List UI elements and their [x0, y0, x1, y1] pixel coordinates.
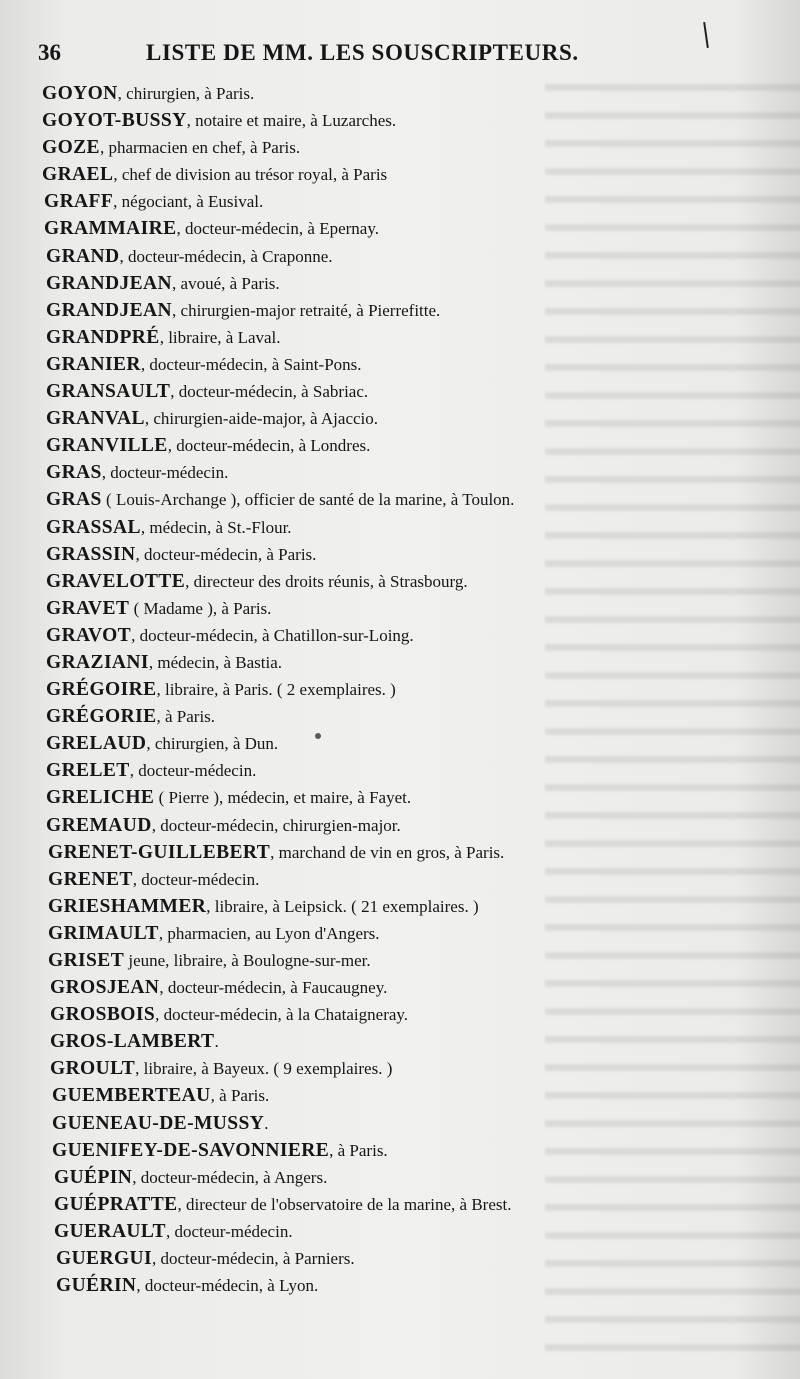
subscriber-name: GRANDJEAN	[46, 272, 173, 294]
subscriber-entry	[42, 107, 782, 134]
subscriber-detail: , docteur-médecin.	[165, 1221, 293, 1241]
subscriber-entry	[42, 1082, 782, 1109]
subscriber-entry	[42, 893, 782, 920]
subscriber-name: GRELAUD	[46, 733, 147, 755]
subscriber-detail: , marchand de vin en gros, à Paris.	[270, 842, 505, 862]
subscriber-detail: , négociant, à Eusival.	[113, 192, 264, 212]
subscriber-entry	[42, 297, 782, 324]
subscriber-name: GRAEL	[42, 164, 114, 186]
subscriber-detail: , médecin, à St.-Flour.	[140, 517, 292, 537]
subscriber-entry	[42, 649, 782, 676]
subscriber-entry	[42, 1055, 782, 1082]
running-head: LISTE DE MM. LES SOUSCRIPTEURS.	[146, 40, 579, 65]
subscriber-detail: , chirurgien, à Paris.	[117, 84, 255, 103]
subscriber-name: GRELICHE	[46, 787, 155, 809]
subscriber-entry	[42, 161, 782, 188]
subscriber-detail: , docteur-médecin, à Lyon.	[136, 1276, 319, 1296]
subscriber-detail: , directeur des droits réunis, à Strasbourg.	[185, 571, 468, 591]
subscriber-name: GRAS	[46, 462, 102, 484]
subscriber-entry	[42, 703, 782, 730]
subscriber-entry	[42, 920, 782, 947]
subscriber-entry	[42, 947, 782, 974]
subscriber-name: GRANDJEAN	[46, 299, 173, 321]
subscriber-detail: , docteur-médecin, à Craponne.	[119, 246, 333, 266]
subscriber-name: GROULT	[50, 1058, 136, 1080]
subscriber-name: GRANVILLE	[46, 435, 168, 457]
subscriber-name: GRASSAL	[46, 516, 141, 538]
subscriber-detail: , libraire, à Paris. ( 2 exemplaires. )	[156, 680, 396, 700]
subscriber-entry	[42, 1164, 782, 1191]
subscriber-name: GRAZIANI	[46, 651, 149, 673]
subscriber-entry	[42, 270, 782, 297]
subscriber-detail: , docteur-médecin, à la Chataigneray.	[155, 1005, 409, 1025]
subscriber-name: GRASSIN	[46, 543, 136, 565]
subscriber-entry	[42, 1110, 782, 1137]
subscriber-name: GRAVELOTTE	[46, 570, 186, 592]
subscriber-entry	[42, 784, 782, 811]
subscriber-name: GROSBOIS	[50, 1004, 156, 1026]
subscriber-name: GRAND	[46, 245, 120, 267]
subscriber-name: GUENEAU-DE-MUSSY	[52, 1112, 265, 1134]
subscriber-entry	[42, 866, 782, 893]
subscriber-entry	[42, 974, 782, 1001]
subscriber-detail: , docteur-médecin, à Londres.	[167, 436, 371, 456]
subscriber-detail: , docteur-médecin, à Angers.	[132, 1167, 328, 1187]
subscriber-detail: , docteur-médecin, à Parniers.	[151, 1249, 355, 1269]
subscriber-detail: , à Paris.	[329, 1140, 388, 1160]
subscriber-name: GUEMBERTEAU	[52, 1085, 211, 1107]
subscriber-entry	[42, 215, 782, 242]
subscriber-detail: , pharmacien, au Lyon d'Angers.	[158, 923, 380, 943]
subscriber-entry	[42, 1028, 782, 1055]
subscriber-entry	[42, 80, 782, 107]
subscriber-list	[42, 80, 782, 1299]
subscriber-entry	[42, 243, 782, 270]
subscriber-entry	[42, 378, 782, 405]
subscriber-name: GRAVOT	[46, 624, 132, 646]
subscriber-detail: , libraire, à Laval.	[159, 327, 281, 347]
subscriber-detail: , chirurgien-aide-major, à Ajaccio.	[144, 409, 379, 429]
subscriber-name: GRÉGOIRE	[46, 679, 157, 701]
subscriber-name: GRENET-GUILLEBERT	[48, 841, 271, 863]
subscriber-entry	[42, 1001, 782, 1028]
subscriber-detail: , docteur-médecin, à Saint-Pons.	[140, 354, 362, 374]
subscriber-detail: .	[214, 1032, 219, 1052]
subscriber-entry	[42, 622, 782, 649]
subscriber-detail: , chirurgien, à Dun.	[146, 734, 279, 754]
page-header	[38, 40, 738, 74]
subscriber-name: GOYON	[42, 83, 118, 104]
subscriber-entry	[42, 134, 782, 161]
subscriber-detail: , chef de division au trésor royal, à Paris	[113, 165, 388, 185]
subscriber-entry	[42, 1218, 782, 1245]
subscriber-name: GRAMMAIRE	[44, 218, 177, 240]
subscriber-detail: , chirurgien-major retraité, à Pierrefitte.	[172, 300, 441, 320]
subscriber-entry	[42, 351, 782, 378]
subscriber-name: GUÉPRATTE	[54, 1193, 178, 1215]
subscriber-detail: , docteur-médecin.	[132, 869, 260, 889]
subscriber-entry	[42, 676, 782, 703]
subscriber-entry	[42, 541, 782, 568]
subscriber-detail: , docteur-médecin.	[101, 463, 229, 483]
subscriber-name: GUENIFEY-DE-SAVONNIERE	[52, 1139, 330, 1161]
subscriber-entry	[42, 459, 782, 486]
subscriber-name: GRAS	[46, 489, 102, 511]
subscriber-name: GRAFF	[44, 191, 114, 213]
subscriber-name: GROS-LAMBERT	[50, 1031, 215, 1053]
subscriber-name: GUERAULT	[54, 1220, 166, 1242]
subscriber-detail: , docteur-médecin, à Epernay.	[176, 219, 379, 239]
page-number: 36	[38, 40, 61, 65]
subscriber-name: GUÉRIN	[56, 1275, 137, 1297]
subscriber-entry	[42, 1272, 782, 1299]
subscriber-detail: , notaire et maire, à Luzarches.	[186, 111, 397, 131]
subscriber-entry	[42, 188, 782, 215]
subscriber-name: GRISET	[48, 950, 125, 971]
subscriber-name: GRIMAULT	[48, 922, 159, 944]
subscriber-detail: , libraire, à Leipsick. ( 21 exemplaires. )	[206, 896, 479, 916]
subscriber-detail: , avoué, à Paris.	[172, 273, 280, 293]
subscriber-name: GOZE	[42, 137, 100, 159]
subscriber-detail: , directeur de l'observatoire de la marine, à Brest.	[177, 1194, 512, 1214]
subscriber-detail: , pharmacien en chef, à Paris.	[99, 138, 301, 158]
subscriber-entry	[42, 812, 782, 839]
subscriber-detail: , à Paris.	[156, 707, 216, 727]
subscriber-detail: , docteur-médecin.	[129, 761, 257, 781]
subscriber-name: GRENET	[48, 868, 133, 890]
subscriber-name: GRANVAL	[46, 408, 145, 430]
subscriber-entry	[42, 514, 782, 541]
subscriber-name: GRIESHAMMER	[48, 895, 207, 917]
subscriber-entry	[42, 757, 782, 784]
subscriber-detail: .	[264, 1113, 269, 1133]
subscriber-detail: jeune, libraire, à Boulogne-sur-mer.	[124, 951, 371, 970]
subscriber-name: GRANSAULT	[46, 381, 171, 403]
subscriber-detail: , à Paris.	[210, 1086, 270, 1106]
subscriber-entry	[42, 405, 782, 432]
subscriber-name: GUERGUI	[56, 1248, 152, 1270]
subscriber-entry	[42, 432, 782, 459]
subscriber-entry	[42, 1137, 782, 1164]
subscriber-detail: , docteur-médecin, à Faucaugney.	[159, 978, 388, 998]
subscriber-detail: ( Pierre ), médecin, et maire, à Fayet.	[154, 788, 412, 808]
subscriber-entry	[42, 839, 782, 866]
subscriber-entry	[42, 595, 782, 622]
subscriber-entry	[42, 730, 782, 757]
subscriber-name: GREMAUD	[46, 814, 152, 836]
subscriber-detail: , médecin, à Bastia.	[148, 652, 283, 672]
subscriber-detail: ( Madame ), à Paris.	[129, 598, 272, 618]
subscriber-detail: , docteur-médecin, chirurgien-major.	[151, 815, 401, 835]
subscriber-detail: , docteur-médecin, à Paris.	[135, 544, 317, 564]
ink-smudge	[315, 733, 321, 739]
subscriber-name: GRAVET	[46, 597, 130, 619]
subscriber-name: GOYOT-BUSSY	[42, 110, 187, 132]
subscriber-name: GRELET	[46, 760, 130, 782]
subscriber-entry	[42, 1191, 782, 1218]
subscriber-detail: , docteur-médecin, à Sabriac.	[170, 382, 369, 402]
subscriber-name: GROSJEAN	[50, 977, 160, 999]
subscriber-name: GUÉPIN	[54, 1166, 133, 1188]
subscriber-entry	[42, 324, 782, 351]
subscriber-entry	[42, 486, 782, 513]
subscriber-detail: , libraire, à Bayeux. ( 9 exemplaires. )	[135, 1059, 393, 1079]
subscriber-name: GRANIER	[46, 353, 141, 375]
subscriber-entry	[42, 568, 782, 595]
subscriber-name: GRÉGORIE	[46, 706, 157, 728]
subscriber-detail: , docteur-médecin, à Chatillon-sur-Loing.	[131, 625, 414, 645]
subscriber-detail: ( Louis-Archange ), officier de santé de la marine, à Toulon.	[101, 490, 515, 510]
subscriber-entry	[42, 1245, 782, 1272]
subscriber-name: GRANDPRÉ	[46, 326, 160, 348]
